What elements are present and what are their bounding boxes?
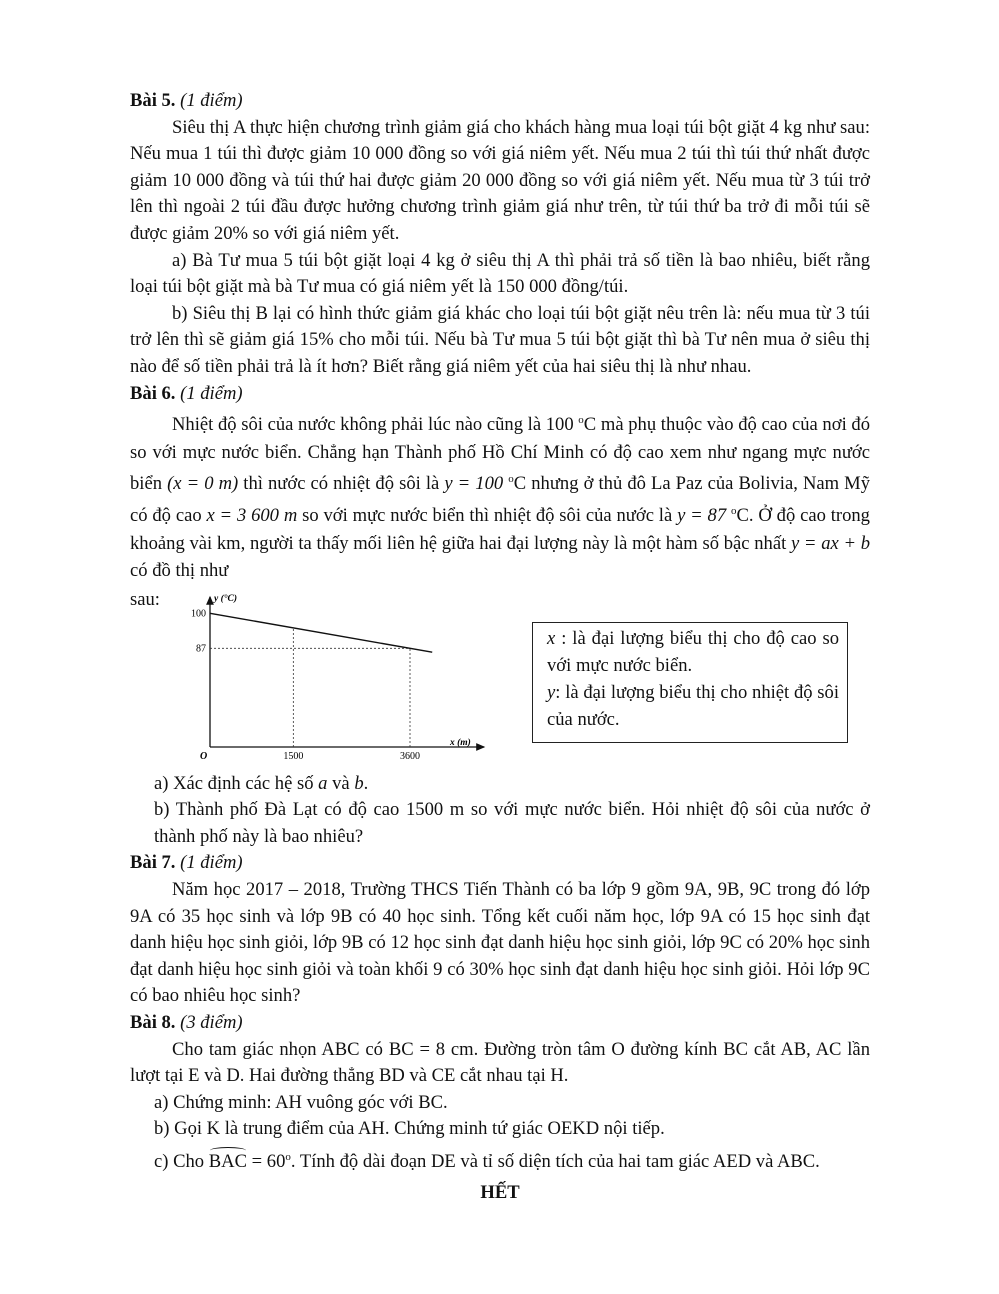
legend-y-text: : là đại lượng biểu thị cho nhiệt độ sôi của nước. (547, 681, 839, 730)
b7-heading (130, 850, 870, 877)
b6-text-3: thì nước có nhiệt độ sôi là (238, 473, 445, 495)
y-axis-label: y (°C) (214, 593, 238, 604)
var-a: a (318, 772, 328, 794)
x-axis-label: x (m) (450, 737, 471, 748)
b6-question-a (130, 771, 870, 798)
expr-y87: y = 87 (677, 505, 727, 527)
expr-x3600: x = 3 600 m (206, 505, 298, 527)
b8-question-a: a) Chứng minh: AH vuông góc với BC. (154, 1091, 448, 1113)
legend-y (547, 679, 839, 733)
b5-paragraph: Siêu thị A thực hiện chương trình giảm giá cho khách hàng mua loại túi bột giặt 4 kg như sau: Nếu mua 1 túi thì được giảm 10 000 đồng so với giá niêm yết. Nếu mua 2 túi thì túi thứ nhất được giảm 10 000 đồng và túi thứ hai được giảm 20 000 đồng so với giá niêm yết. Nếu mua từ 3 túi trở lên thì ngoài 2 túi đầu được hưởng chương trình giảm giá như trên, từ túi thứ ba trở đi mỗi túi sẽ được giảm 20% so với giá niêm yết. (130, 116, 870, 244)
qc-rest: . Tính độ dài đoạn DE và tỉ số diện tích của hai tam giác AED và ABC. (290, 1151, 820, 1173)
b6-text-2: C mà phụ thuộc vào độ cao của nơi đó so với mực nước biển. Chẳng hạn Thành phố Hồ Chí Minh có độ cao xem như ngang mực nước biển (130, 414, 870, 495)
b5-points: (1 điểm) (180, 90, 243, 111)
qc-text: c) Cho (154, 1151, 209, 1173)
guide-lines (210, 628, 410, 747)
b6-heading (130, 381, 870, 408)
b5-title: Bài 5. (130, 90, 176, 111)
end-marker: HẾT (480, 1182, 520, 1204)
x-tick-label: 1500 (283, 750, 304, 762)
b8-question-c (130, 1143, 870, 1176)
var-b: b (354, 772, 364, 794)
b5-question-b: b) Siêu thị B lại có hình thức giảm giá khác cho loại túi bột giặt nêu trên là: nếu mua từ 3 túi trở lên thì sẽ giảm giá 15% cho mỗi túi. Nếu bà Tư mua 5 túi bột giặt thì bà Tư nên mua ở siêu thị nào để số tiền phải trả là ít hơn? Biết rằng giá niêm yết của hai siêu thị là như nhau. (130, 302, 870, 377)
graph-row (130, 587, 870, 767)
b6-text-4: C nhưng ở thủ đô La Paz của Bolivia, Nam Mỹ có độ cao (130, 473, 870, 527)
legend-x-var: x (547, 627, 556, 649)
b7-points: (1 điểm) (180, 852, 243, 874)
graph-intro: sau: (130, 588, 160, 610)
boiling-point-graph (180, 589, 490, 765)
qa-end: . (363, 772, 369, 794)
expr-x0: (x = 0 m) (167, 473, 239, 495)
b6-text-7: có đồ thị như (130, 560, 229, 582)
b5-question-a: a) Bà Tư mua 5 túi bột giặt loại 4 kg ở siêu thị A thì phải trả số tiền là bao nhiêu, biết rằng loại túi bột giặt mà bà Tư mua có giá niêm yết là 150 000 đồng/túi. (130, 249, 870, 298)
b7-title: Bài 7. (130, 852, 176, 874)
qa-text: a) Xác định các hệ số (154, 772, 319, 794)
b8-paragraph: Cho tam giác nhọn ABC có BC = 8 cm. Đường tròn tâm O đường kính BC cắt AB, AC lần lượt tại E và D. Hai đường thẳng BD và CE cắt nhau tại H. (130, 1038, 870, 1087)
exam-page (130, 88, 870, 1207)
angle-bac: BAC (209, 1148, 247, 1176)
expr-y100: y = 100 (444, 473, 504, 495)
degree-mark: o (578, 414, 584, 427)
b5-heading (130, 88, 870, 115)
degree-mark: o (730, 505, 737, 517)
origin-label: O (200, 750, 208, 762)
b8-title: Bài 8. (130, 1012, 176, 1034)
b6-question-b: b) Thành phố Đà Lạt có độ cao 1500 m so với mực nước biển. Hỏi nhiệt độ sôi của nước ở thành phố này là bao nhiêu? (154, 799, 870, 847)
qc-eq: = 60 (246, 1151, 286, 1173)
b7-paragraph: Năm học 2017 – 2018, Trường THCS Tiến Thành có ba lớp 9 gồm 9A, 9B, 9C trong đó lớp 9A có 35 học sinh và lớp 9B có 40 học sinh. Tổng kết cuối năm học, lớp 9A có 15 học sinh đạt danh hiệu học sinh giỏi, lớp 9B có 12 học sinh đạt danh hiệu học sinh giỏi, lớp 9C có 20% học sinh đạt danh hiệu học sinh giỏi và toàn khối 9 có 30% học sinh đạt danh hiệu học sinh giỏi. Hỏi lớp 9C có bao nhiêu học sinh? (130, 879, 870, 1007)
qa-and: và (327, 772, 355, 794)
b6-text-6: C. Ở độ cao trong khoảng vài km, người ta thấy mối liên hệ giữa hai đại lượng này là một hàm số bậc nhất (130, 505, 870, 554)
b8-heading (130, 1010, 870, 1037)
expr-function: y = ax + b (790, 532, 871, 554)
legend-x (547, 625, 839, 679)
y-tick-label: 87 (196, 642, 206, 654)
b6-paragraph (130, 407, 870, 585)
graph-legend-box (532, 622, 848, 743)
b8-question-b: b) Gọi K là trung điểm của AH. Chứng minh tứ giác OEKD nội tiếp. (154, 1118, 665, 1140)
degree-mark: o (508, 473, 514, 486)
x-tick-label: 3600 (400, 750, 420, 762)
function-line (210, 613, 432, 652)
b6-text-1: Nhiệt độ sôi của nước không phải lúc nào cũng là 100 (172, 414, 579, 436)
legend-y-var: y (547, 681, 556, 703)
b6-points: (1 điểm) (180, 382, 243, 404)
b6-text-5: so với mực nước biển thì nhiệt độ sôi của nước là (297, 505, 678, 527)
b6-title: Bài 6. (130, 382, 176, 404)
b8-points: (3 điểm) (180, 1012, 243, 1034)
degree-mark: o (285, 1151, 291, 1163)
legend-x-text: : là đại lượng biểu thị cho độ cao so với mực nước biển. (547, 627, 839, 676)
y-tick-label: 100 (191, 607, 206, 619)
